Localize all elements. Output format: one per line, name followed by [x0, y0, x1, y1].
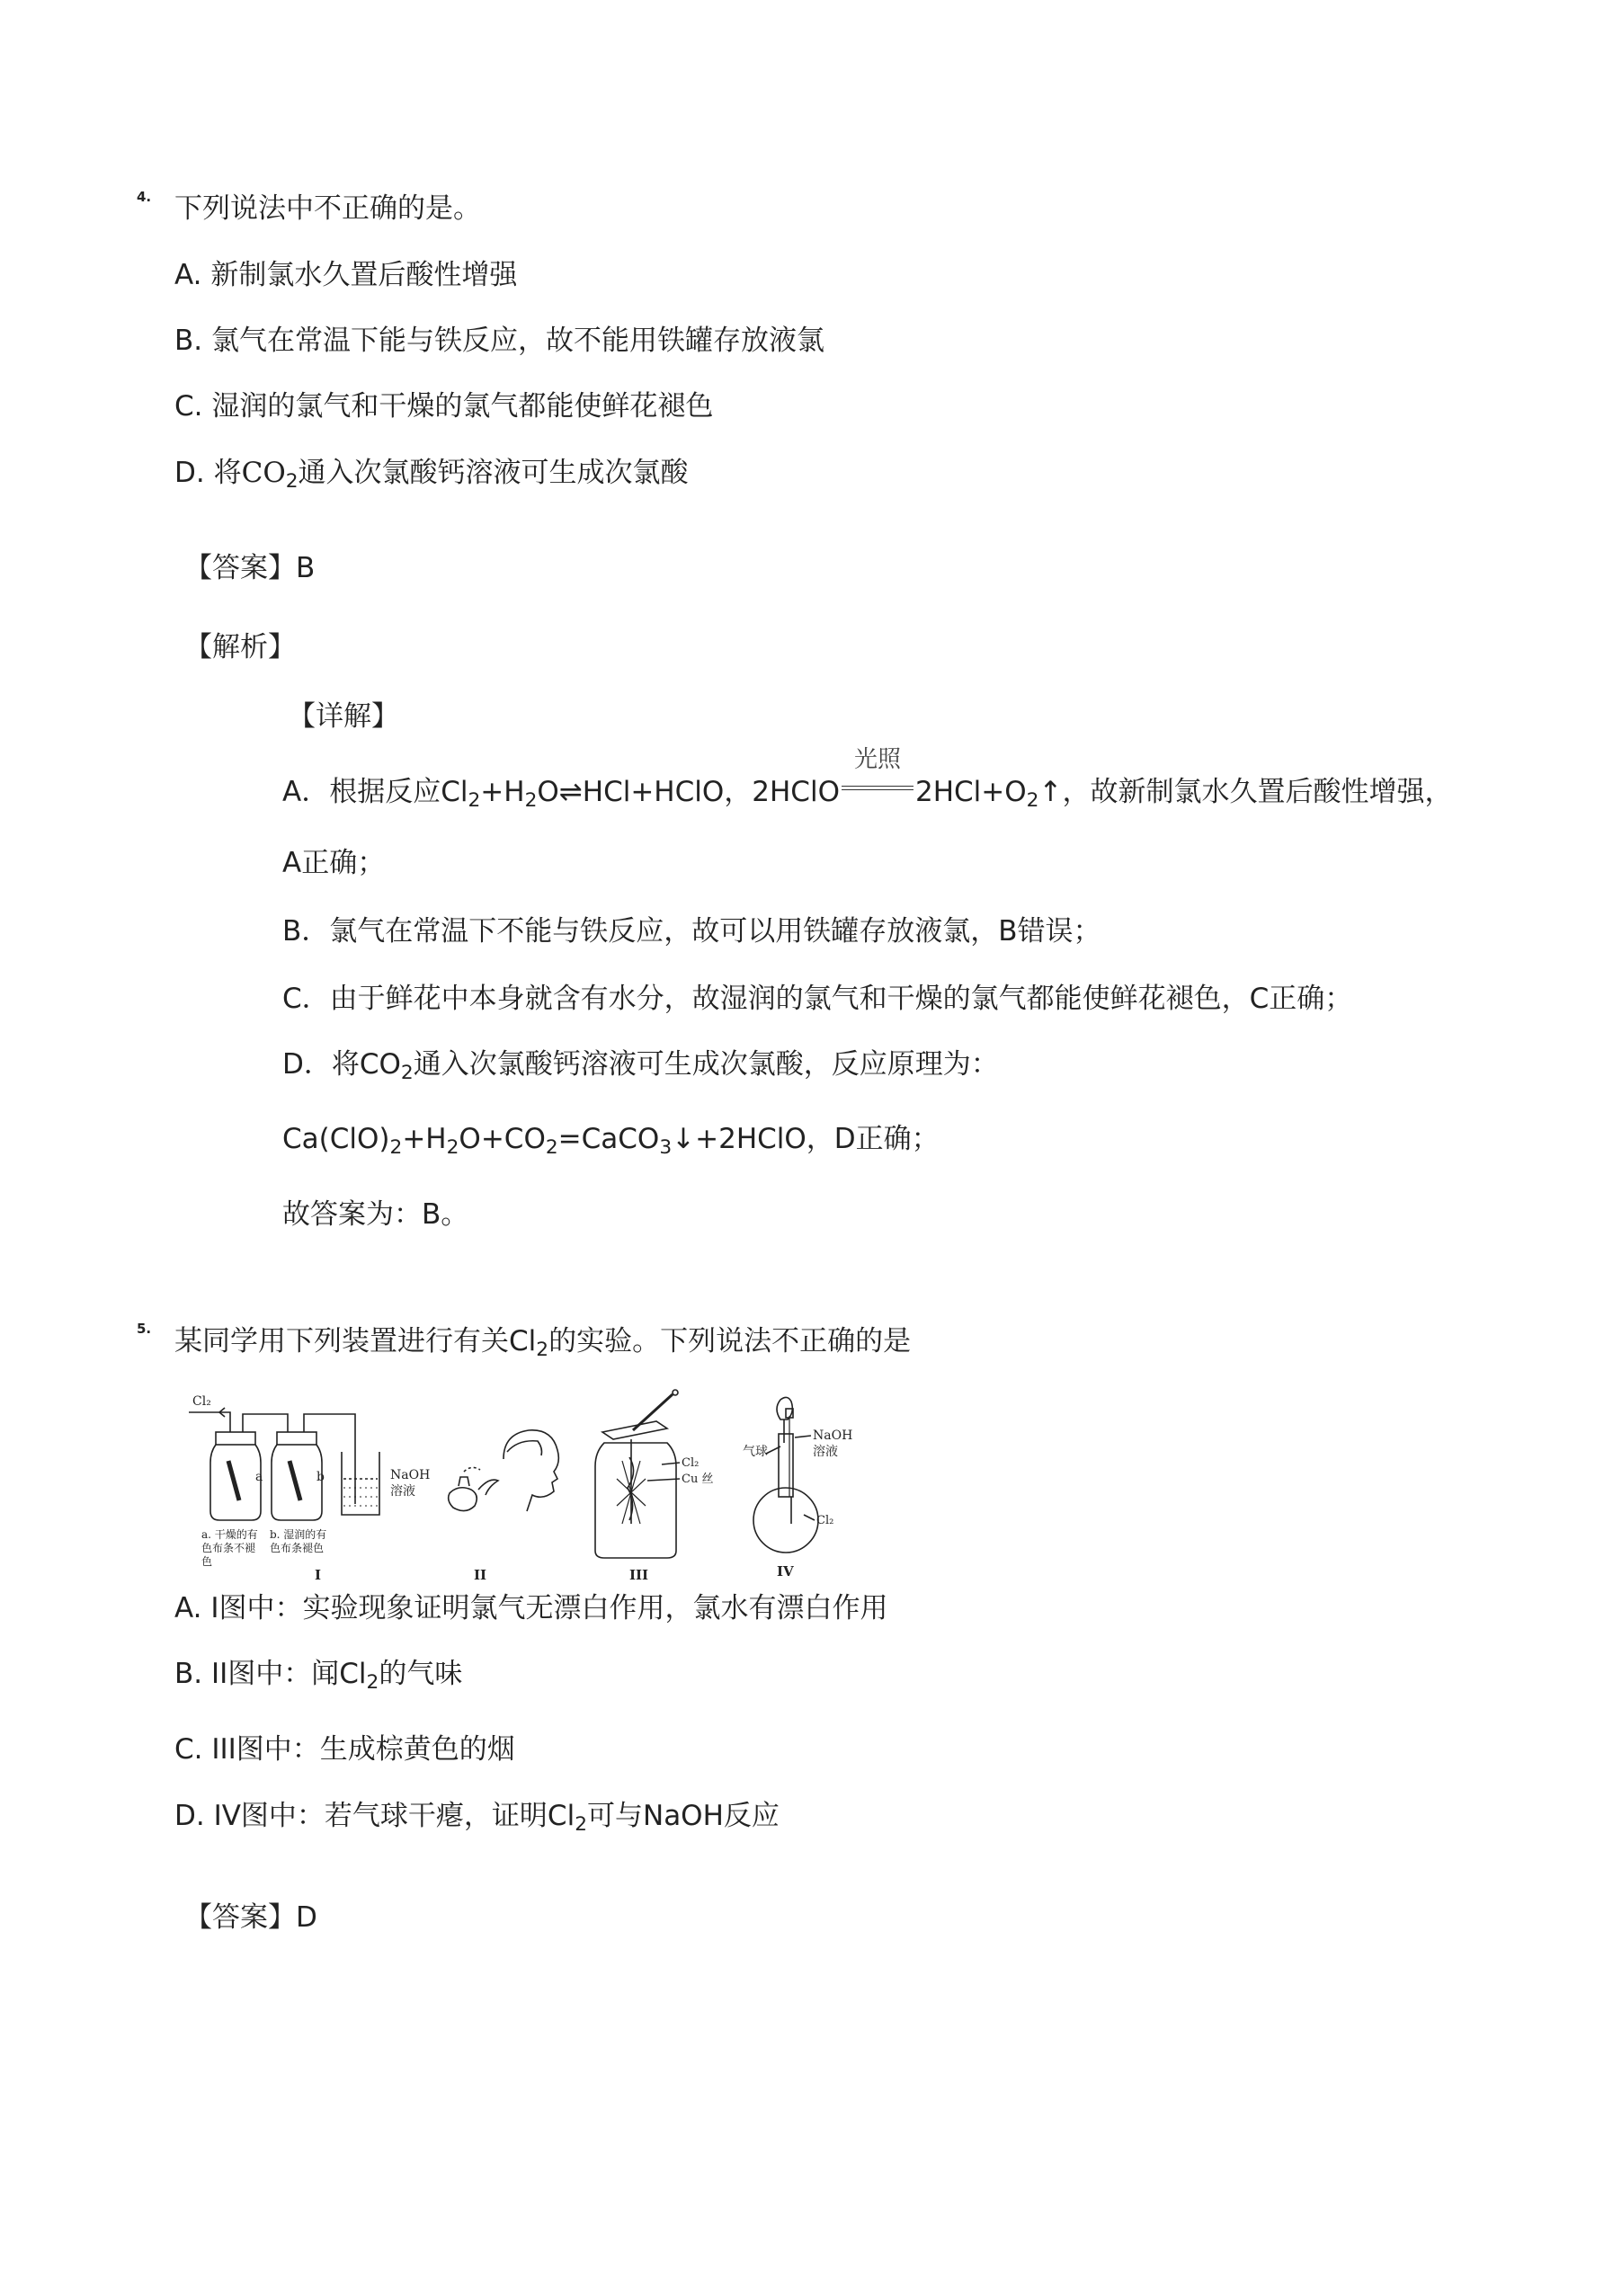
copper-wire-label: Cu 丝 — [682, 1473, 714, 1486]
figure-label-iii: III — [629, 1567, 649, 1582]
bottle-a-label: a — [255, 1470, 263, 1484]
detail-conclusion: 故答案为：B。 — [282, 1198, 469, 1231]
detail-d: D．将$CO_2$通入次氯酸钙溶液可生成次氯酸，反应原理为： — [282, 1048, 999, 1085]
question-stem: 某同学用下列装置进行有关$Cl_2$的实验。下列说法不正确的是 — [174, 1325, 912, 1362]
fig3-cl2-label: Cl₂ — [682, 1456, 700, 1470]
caption-a: 色 — [201, 1555, 213, 1568]
experiment-apparatus-figure — [180, 1389, 881, 1582]
caption-a: a. 干燥的有 — [201, 1528, 258, 1541]
reaction-arrow — [842, 746, 913, 801]
cl2-inlet-label: Cl₂ — [192, 1394, 211, 1409]
bottle-b-label: b — [316, 1470, 325, 1484]
question-number: 4. — [137, 189, 152, 205]
detail-b: B．氯气在常温下不能与铁反应，故可以用铁罐存放液氯，B错误； — [282, 915, 1101, 948]
figure-ii-smelling — [449, 1430, 559, 1582]
detail-equation: $Ca(ClO)_2+H_2O+CO_2=CaCO_3↓+2HClO$，D正确； — [282, 1123, 940, 1160]
option-d: D. IV图中：若气球干瘪，证明$Cl_2$可与NaOH反应 — [174, 1800, 780, 1837]
naoh-label: NaOH — [390, 1468, 431, 1482]
answer-label: 【答案】B — [184, 552, 316, 584]
analysis-label: 【解析】 — [184, 631, 296, 663]
detail-a-line1: A．根据反应$Cl_2+H_2O\rightleftharpoons HCl+HClO$，2HClO 光照 $2HCl+O_2↑$，故新制氯水久置后酸性增强， — [282, 746, 1453, 813]
figure-label-ii: II — [474, 1567, 487, 1582]
caption-b: 色布条褪色 — [270, 1542, 325, 1554]
fig4-naoh-label: NaOH — [813, 1428, 853, 1443]
detail-a-line2: A正确； — [282, 847, 386, 879]
figure-label-i: I — [315, 1567, 322, 1582]
figure-iii-copper-combustion — [595, 1390, 713, 1582]
figure-i-gas-bottles — [189, 1394, 430, 1582]
option-d: D. 将$CO_2$通入次氯酸钙溶液可生成次氯酸 — [174, 457, 689, 494]
option-a: A. 新制氯水久置后酸性增强 — [174, 259, 518, 291]
option-c: C. 湿润的氯气和干燥的氯气都能使鲜花褪色 — [174, 390, 714, 423]
fig4-naoh-solution-label: 溶液 — [813, 1445, 838, 1459]
caption-b: b. 湿润的有 — [270, 1528, 327, 1541]
reaction-condition: 光照 — [853, 746, 901, 773]
question-stem: 下列说法中不正确的是。 — [174, 192, 481, 225]
figure-iv-flask-balloon — [743, 1397, 852, 1580]
detail-c: C．由于鲜花中本身就含有水分，故湿润的氯气和干燥的氯气都能使鲜花褪色，C正确； — [282, 983, 1353, 1015]
option-b: B. II图中：闻$Cl_2$的气味 — [174, 1658, 463, 1695]
option-a: A. I图中：实验现象证明氯气无漂白作用，氯水有漂白作用 — [174, 1592, 888, 1624]
balloon-label: 气球 — [743, 1445, 768, 1459]
question-number: 5. — [137, 1321, 152, 1337]
naoh-solution-label: 溶液 — [390, 1484, 415, 1499]
option-b: B. 氯气在常温下能与铁反应，故不能用铁罐存放液氯 — [174, 325, 824, 357]
figure-label-iv: IV — [777, 1563, 794, 1580]
answer-label: 【答案】D — [184, 1901, 317, 1934]
caption-a: 色布条不褪 — [201, 1542, 256, 1554]
fig4-cl2-label: Cl₂ — [816, 1514, 834, 1527]
option-c: C. III图中：生成棕黄色的烟 — [174, 1733, 515, 1766]
detail-label: 【详解】 — [288, 700, 399, 733]
